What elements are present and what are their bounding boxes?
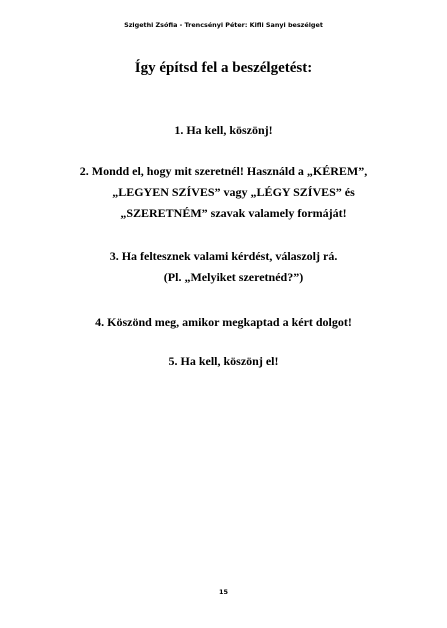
list-item-line: 2. Mondd el, hogy mit szeretnél! Használd a „KÉREM”, xyxy=(79,164,368,178)
list-item xyxy=(0,161,447,224)
list-item xyxy=(0,351,447,372)
page-title: Így építsd fel a beszélgetést: xyxy=(134,60,313,76)
list-item xyxy=(0,246,447,288)
list-item xyxy=(0,312,447,333)
list-item-line: (Pl. „Melyiket szeretnéd?”) xyxy=(163,270,304,284)
list-item xyxy=(0,120,447,141)
running-header: Szigethi Zsófia - Trencsényi Péter: Kifli Sanyi beszélget xyxy=(124,21,323,29)
page-number: 15 xyxy=(218,588,229,596)
list-item-line: „SZERETNÉM” szavak valamely formáját! xyxy=(120,206,347,220)
list-item-line: 3. Ha feltesznek valami kérdést, válaszolj rá. xyxy=(109,249,338,263)
list-item-line: „LEGYEN SZÍVES” vagy „LÉGY SZÍVES” és xyxy=(112,185,355,199)
list-item-line: 5. Ha kell, köszönj el! xyxy=(168,354,279,368)
list-item-line: 4. Köszönd meg, amikor megkaptad a kért dolgot! xyxy=(95,315,352,329)
list-item-line: 1. Ha kell, köszönj! xyxy=(174,123,273,137)
